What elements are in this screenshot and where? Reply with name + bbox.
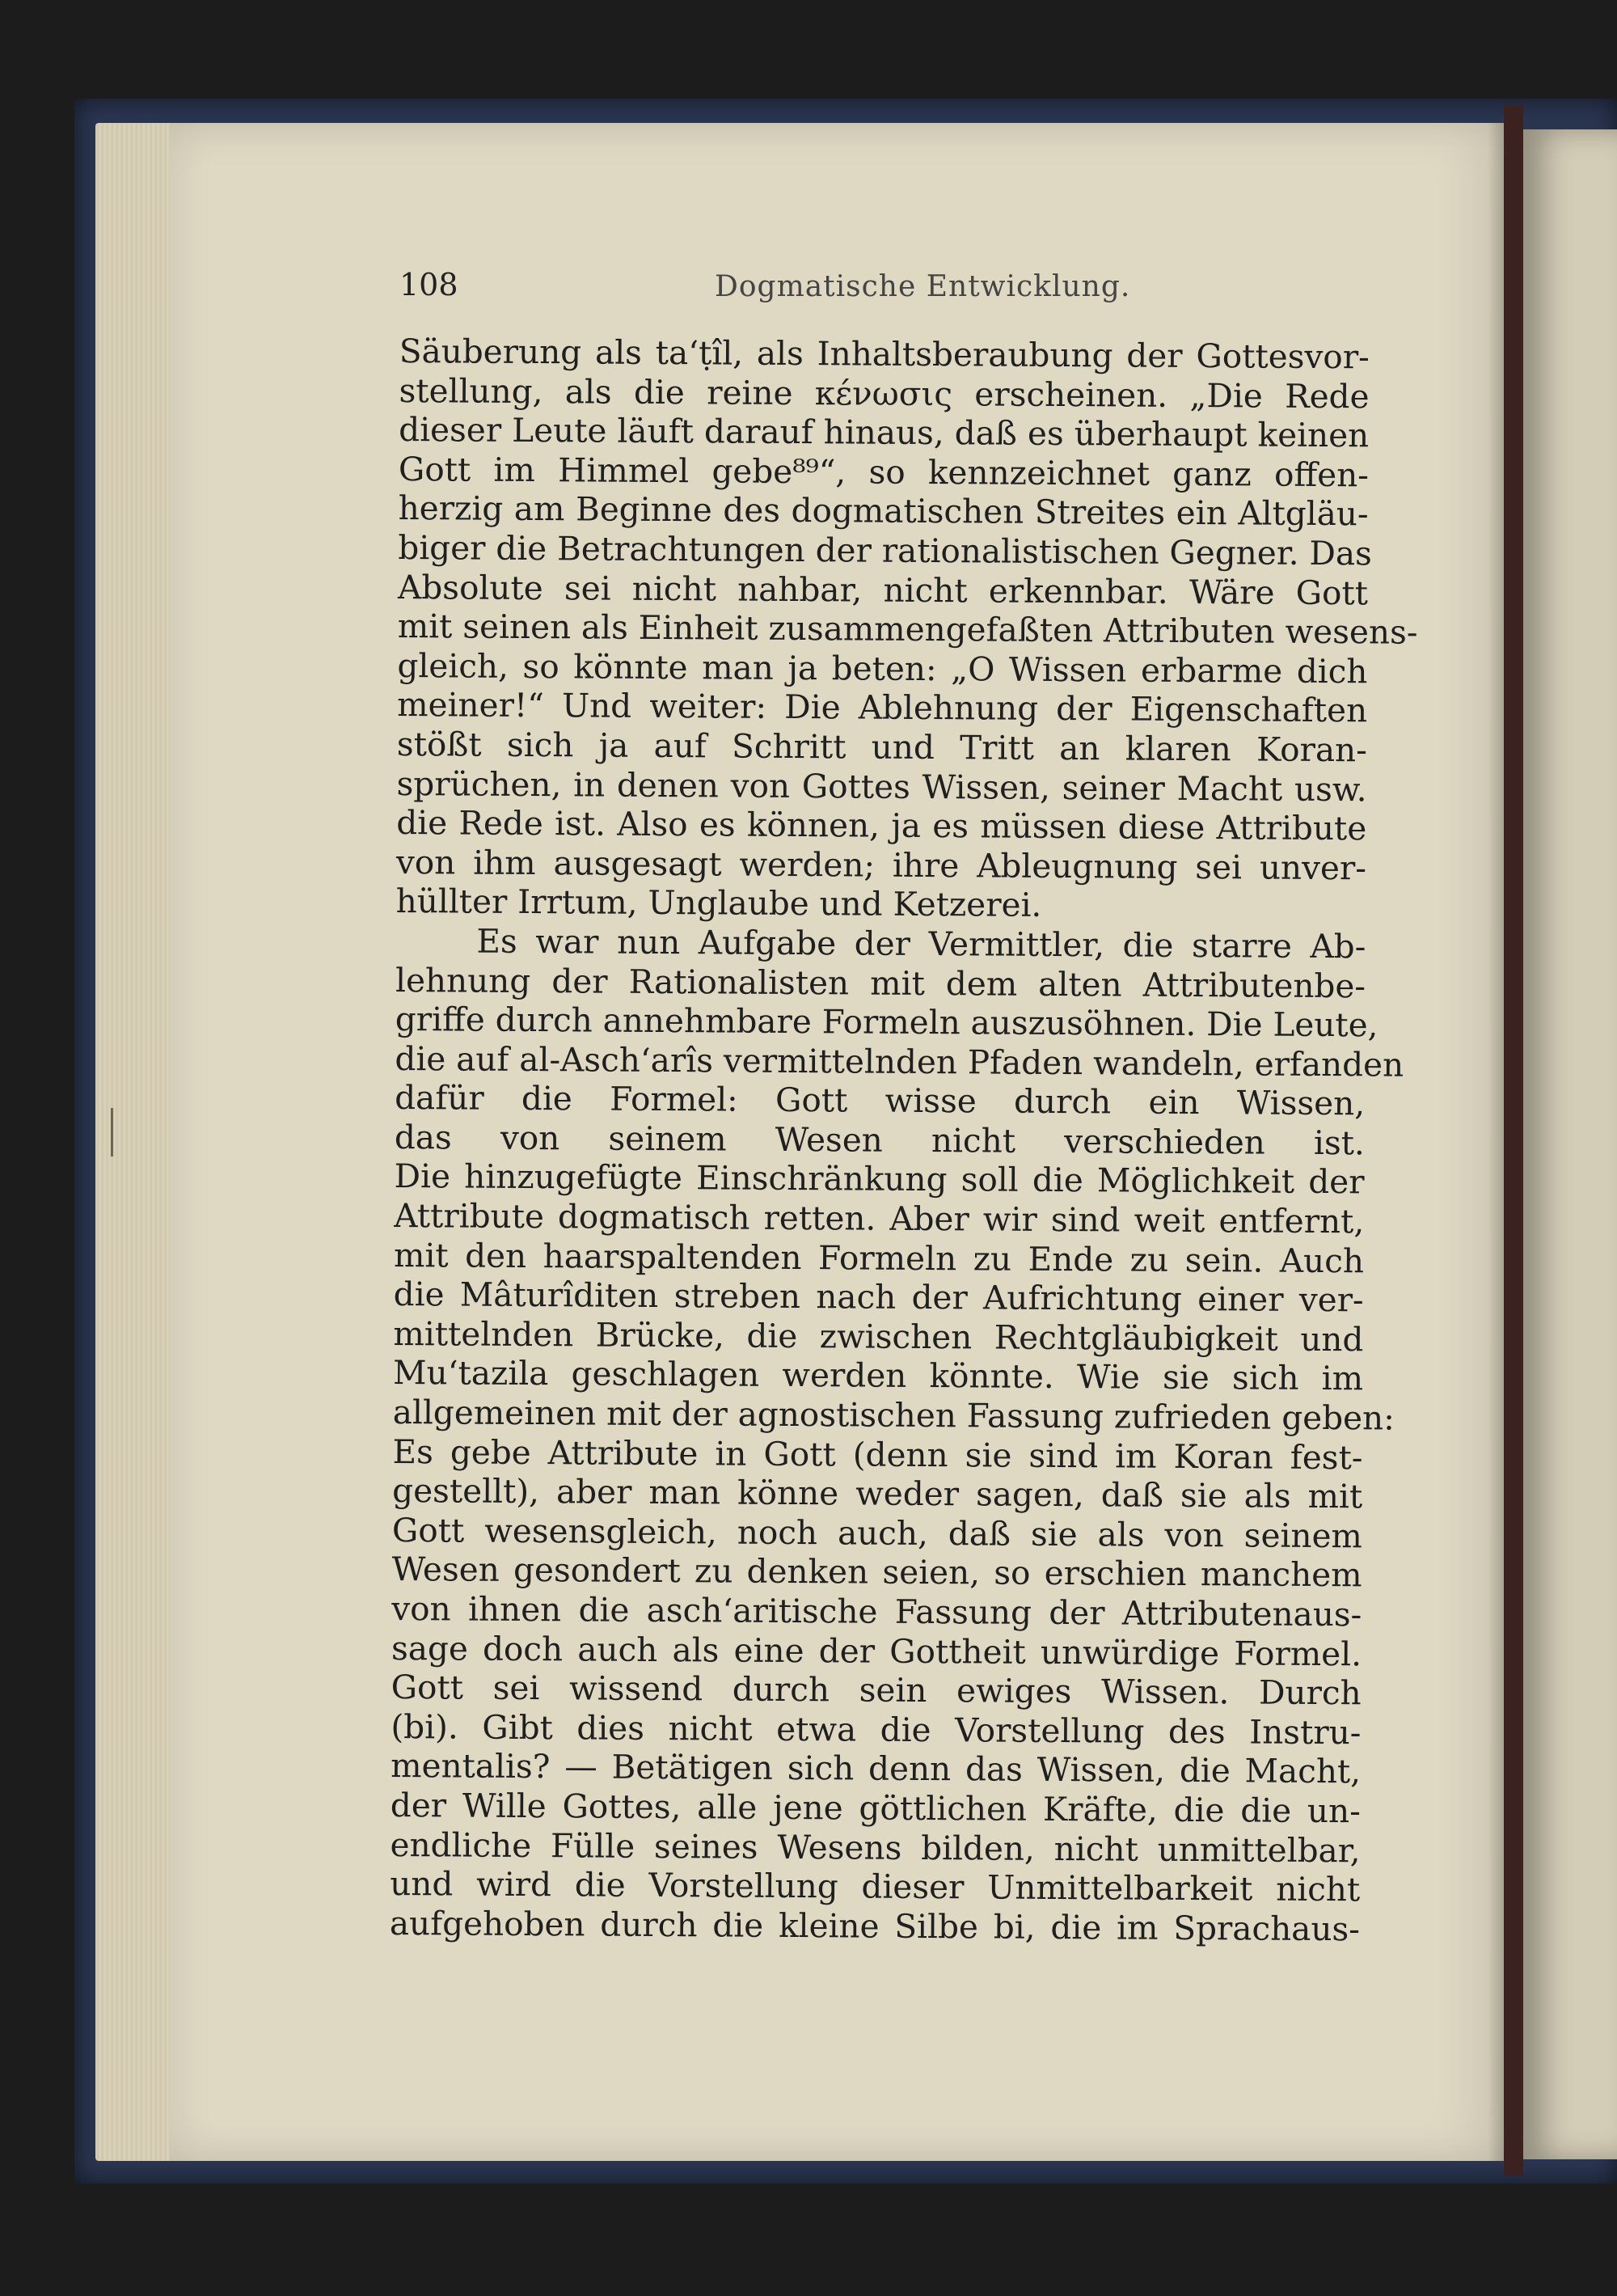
text-line: dafür die Formel: Gott wisse durch ein Wissen, — [395, 1078, 1366, 1123]
text-line: hüllter Irrtum, Unglaube und Ketzerei. — [395, 882, 1042, 925]
text-line: (bi). Gibt dies nicht etwa die Vorstellung des Instru- — [391, 1706, 1362, 1753]
text-line: von ihm ausgesagt werden; ihre Ableugnung sei unver- — [395, 842, 1367, 888]
text-line: mentalis? — Betätigen sich denn das Wissen, die Macht, — [391, 1746, 1362, 1791]
text-line: Mu‘tazila geschlagen werden könnte. Wie sie sich im — [392, 1353, 1364, 1398]
text-line: sage doch auch als eine der Gottheit unwürdige Formel. — [391, 1628, 1362, 1673]
text-line: gleich, so könnte man ja beten: „O Wissen erbarme dich — [397, 645, 1368, 691]
text-line: griffe durch annehmbare Formeln auszusöhnen. Die Leute, — [395, 1000, 1378, 1045]
text-line: Gott sei wissend durch sein ewiges Wissen. Durch — [391, 1668, 1362, 1713]
text-line: allgemeinen mit der agnostischen Fassung zufrieden geben: — [392, 1393, 1395, 1438]
text-line: dieser Leute läuft darauf hinaus, daß es überhaupt keinen — [399, 410, 1370, 455]
running-head — [399, 267, 1353, 315]
page-mark — [111, 1108, 113, 1156]
text-line: Es gebe Attribute in Gott (denn sie sind im Koran fest- — [392, 1431, 1363, 1477]
text-line: Gott wesensgleich, noch auch, daß sie als von seinem — [391, 1510, 1363, 1556]
text-line: von ihnen die asch‘aritische Fassung der Attributenaus- — [391, 1588, 1362, 1634]
text-line: herzig am Beginne des dogmatischen Streites ein Altgläu- — [398, 488, 1369, 534]
text-line: Wesen gesondert zu denken seien, so erschien manchem — [391, 1550, 1362, 1595]
text-line: sprüchen, in denen von Gottes Wissen, seiner Macht usw. — [396, 763, 1367, 809]
text-line: das von seinem Wesen nicht verschieden ist. — [394, 1117, 1366, 1163]
text-line: Absolute sei nicht nahbar, nicht erkennbar. Wäre Gott — [397, 567, 1369, 612]
text-line: mittelnden Brücke, die zwischen Rechtgläubigkeit und — [393, 1313, 1364, 1359]
text-line: Säuberung als ta‘ṭîl, als Inhaltsberaubung der Gottesvor- — [399, 332, 1370, 377]
text-line: Attribute dogmatisch retten. Aber wir sind weit entfernt, — [394, 1196, 1365, 1241]
text-line: meiner!“ Und weiter: Die Ablehnung der Eigenschaften — [397, 685, 1368, 730]
text-line: Gott im Himmel gebe⁸⁹“, so kennzeichnet ganz offen- — [398, 449, 1370, 495]
text-line: gestellt), aber man könne weder sagen, daß sie als mit — [392, 1471, 1363, 1516]
facing-page — [1523, 129, 1617, 2159]
spine-binding — [1504, 105, 1523, 2175]
body-text — [389, 332, 1418, 1949]
text-line: endliche Fülle seines Wesens bilden, nicht unmittelbar, — [390, 1825, 1361, 1870]
running-title: Dogmatische Entwicklung. — [715, 270, 1131, 303]
text-line: die Mâturîditen streben nach der Aufrichtung einer ver- — [393, 1275, 1364, 1320]
text-line: die auf al-Asch‘arîs vermittelnden Pfaden wandeln, erfanden — [395, 1038, 1404, 1085]
text-line: stellung, als die reine κένωσις erscheinen. „Die Rede — [399, 370, 1370, 416]
text-line: der Wille Gottes, alle jene göttlichen Kräfte, die die un- — [390, 1785, 1361, 1831]
text-line: mit seinen als Einheit zusammengefaßten Attributen wesens- — [397, 607, 1418, 652]
text-line: die Rede ist. Also es können, ja es müssen diese Attribute — [396, 803, 1367, 848]
page-number: 108 — [399, 267, 458, 302]
paragraph-start-line: Es war nun Aufgabe der Vermittler, die starre Ab- — [476, 921, 1366, 966]
text-line: aufgehoben durch die kleine Silbe bi, die im Sprachaus- — [389, 1903, 1361, 1949]
text-line: lehnung der Rationalisten mit dem alten Attributenbe- — [395, 960, 1366, 1005]
text-line: und wird die Vorstellung dieser Unmittelbarkeit nicht — [390, 1864, 1361, 1909]
text-line: mit den haarspaltenden Formeln zu Ende zu sein. Auch — [393, 1235, 1365, 1280]
text-line: Die hinzugefügte Einschränkung soll die Möglichkeit der — [394, 1156, 1365, 1202]
text-line: biger die Betrachtungen der rationalistischen Gegner. Das — [398, 527, 1373, 573]
text-line: stößt sich ja auf Schritt und Tritt an klaren Koran- — [396, 724, 1368, 770]
